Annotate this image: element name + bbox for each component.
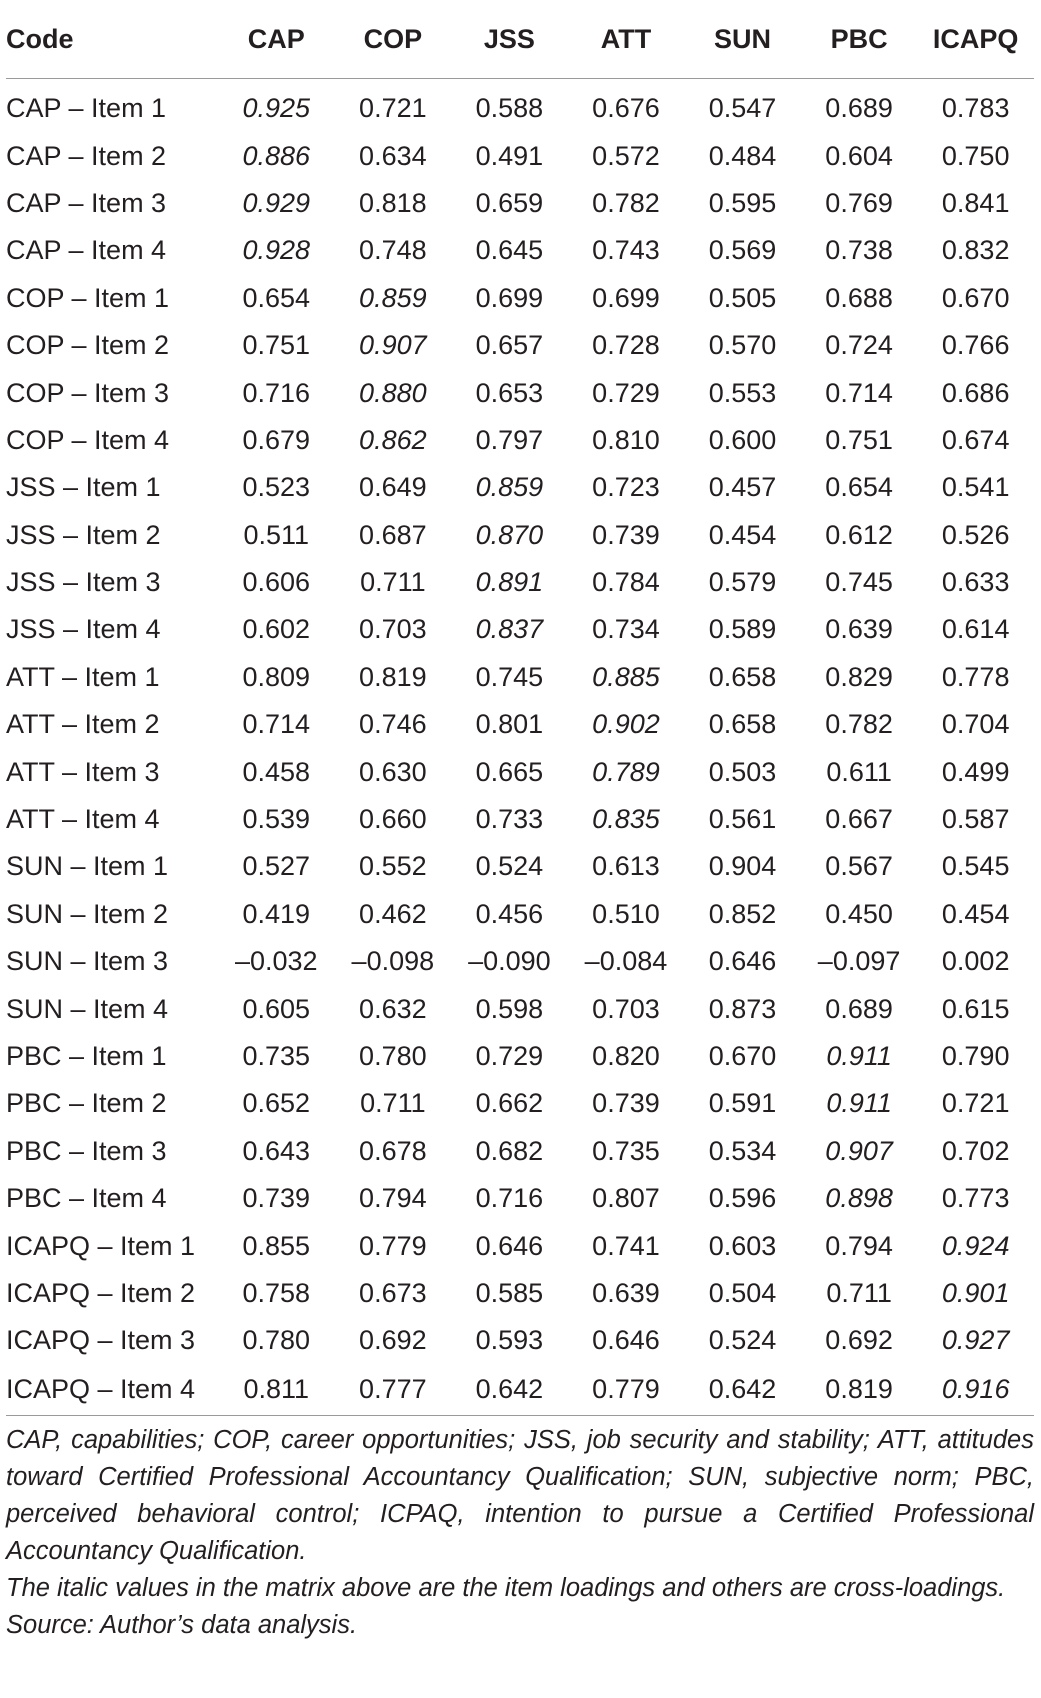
cross-loading-cell: 0.545 [941, 851, 1010, 882]
cross-loading-cell: 0.704 [941, 709, 1010, 740]
cross-loading-cell: 0.679 [242, 424, 311, 455]
cross-loading-cell: 0.676 [592, 93, 660, 124]
cross-loading-cell: 0.748 [359, 235, 427, 266]
cross-loading-cell: 0.595 [708, 187, 777, 218]
item-loading-cell: 0.859 [359, 282, 427, 313]
cross-loading-cell: 0.750 [941, 140, 1010, 171]
table-row [6, 1365, 1034, 1416]
row-code: SUN – Item 4 [6, 993, 169, 1024]
row-code: PBC – Item 3 [6, 1135, 167, 1166]
item-loading-cell: 0.907 [825, 1135, 893, 1166]
cross-loading-cell: 0.670 [708, 1041, 777, 1071]
table-row [6, 322, 1034, 369]
cross-loading-cell: 0.779 [359, 1230, 427, 1261]
cross-loading-cell: 0.523 [242, 472, 311, 503]
cross-loading-cell: 0.642 [684, 1365, 801, 1416]
table-row [6, 1033, 1034, 1080]
cross-loading-cell: 0.780 [242, 1325, 311, 1356]
cross-loading-cell: 0.450 [825, 898, 893, 929]
cross-loading-cell: 0.665 [475, 756, 544, 787]
cross-loading-cell: 0.829 [825, 661, 893, 692]
cross-loading-cell: 0.604 [825, 140, 893, 171]
item-loading-cell: 0.870 [475, 519, 544, 550]
cross-loading-cell: 0.714 [242, 709, 311, 740]
header-att: ATT [568, 0, 685, 79]
cross-loading-cell: 0.484 [708, 140, 777, 171]
cross-loading-cell: 0.745 [475, 661, 544, 692]
item-loading-cell: 0.902 [592, 709, 660, 740]
cross-loading-cell: 0.659 [475, 187, 544, 218]
item-loading-cell: 0.885 [592, 661, 660, 692]
cross-loading-cell: 0.778 [941, 661, 1010, 692]
cross-loading-cell: 0.689 [825, 993, 893, 1024]
cross-loading-cell: 0.735 [592, 1135, 660, 1166]
cross-loading-cell: 0.643 [242, 1135, 311, 1166]
cross-loading-cell: 0.658 [708, 661, 777, 692]
cross-loading-cell: 0.605 [242, 993, 311, 1024]
cross-loading-cell: 0.739 [592, 1088, 660, 1119]
cross-loading-cell: 0.569 [708, 235, 777, 266]
cross-loading-cell: 0.547 [708, 93, 777, 124]
cross-loading-cell: –0.084 [584, 946, 668, 977]
item-loading-cell: 0.907 [359, 330, 427, 361]
cross-loading-cell: 0.552 [359, 851, 427, 882]
cross-loading-cell: 0.751 [242, 330, 311, 361]
table-row [6, 1317, 1034, 1364]
footnote-source: Source: Author’s data analysis. [6, 1610, 358, 1639]
cross-loading-cell: 0.721 [941, 1088, 1010, 1119]
cross-loading-cell: 0.734 [592, 614, 660, 645]
cross-loading-cell: 0.587 [941, 804, 1010, 835]
cross-loading-cell: 0.735 [242, 1041, 311, 1071]
cross-loading-cell: –0.032 [234, 946, 318, 977]
table-row [6, 180, 1034, 227]
cross-loading-cell: 0.646 [592, 1325, 660, 1356]
header-jss: JSS [451, 0, 568, 79]
item-loading-cell: 0.886 [242, 140, 311, 171]
item-loading-cell: 0.837 [475, 614, 544, 645]
cross-loading-cell: 0.491 [475, 140, 544, 171]
row-code: CAP – Item 1 [6, 93, 167, 124]
table-row [6, 985, 1034, 1032]
cross-loading-cell: 0.766 [941, 330, 1010, 361]
header-pbc: PBC [801, 0, 918, 79]
cross-loading-cell: 0.457 [708, 472, 777, 503]
row-code: SUN – Item 3 [6, 946, 169, 977]
cross-loading-cell: 0.652 [242, 1088, 311, 1119]
cross-loading-cell: 0.688 [825, 282, 893, 313]
cross-loading-cell: 0.526 [941, 519, 1010, 550]
row-code: SUN – Item 2 [6, 898, 169, 929]
table-row [6, 417, 1034, 464]
cross-loading-cell: 0.614 [941, 614, 1010, 645]
cross-loading-cell: 0.499 [941, 756, 1010, 787]
cross-loading-cell: 0.589 [708, 614, 777, 645]
cross-loading-cell: 0.600 [708, 424, 777, 455]
cross-loading-cell: 0.419 [242, 898, 311, 929]
table-row [6, 1175, 1034, 1222]
cross-loading-cell: 0.820 [592, 1041, 660, 1071]
cross-loading-cell: 0.615 [941, 993, 1010, 1024]
table-row [6, 654, 1034, 701]
item-loading-cell: 0.891 [475, 567, 544, 598]
item-loading-cell: 0.911 [826, 1041, 892, 1071]
cross-loading-cell: 0.633 [941, 567, 1010, 598]
cross-loading-cell: 0.670 [941, 282, 1010, 313]
row-code: ICAPQ – Item 3 [6, 1325, 196, 1356]
table-row [6, 891, 1034, 938]
cross-loading-cell: 0.794 [359, 1183, 427, 1214]
cross-loading-cell: 0.738 [825, 235, 893, 266]
header-icapq: ICAPQ [917, 0, 1034, 79]
cross-loading-cell: 0.510 [592, 898, 660, 929]
cross-loading-cell: 0.724 [825, 330, 893, 361]
cross-loading-cell: 0.739 [592, 519, 660, 550]
row-code: CAP – Item 2 [6, 140, 167, 171]
cross-loading-cell: 0.598 [475, 993, 544, 1024]
cross-loading-cell: 0.596 [708, 1183, 777, 1214]
cross-loading-cell: 0.667 [825, 804, 893, 835]
cross-loading-cell: 0.779 [568, 1365, 685, 1416]
item-loading-cell: 0.862 [359, 424, 427, 455]
table-row [6, 1080, 1034, 1127]
cross-loading-cell: 0.780 [359, 1041, 427, 1071]
cross-loading-cell: 0.654 [242, 282, 311, 313]
item-loading-cell: 0.924 [941, 1230, 1010, 1261]
cross-loading-cell: 0.723 [592, 472, 660, 503]
cross-loading-cell: 0.553 [708, 377, 777, 408]
item-loading-cell: 0.898 [825, 1183, 893, 1214]
row-code: JSS – Item 2 [6, 519, 161, 550]
row-code: PBC – Item 1 [6, 1041, 167, 1071]
table-row [6, 275, 1034, 322]
cross-loading-cell: 0.653 [475, 377, 544, 408]
cross-loading-cell: 0.751 [825, 424, 893, 455]
cross-loading-cell: 0.818 [359, 187, 427, 218]
cross-loading-cell: 0.711 [826, 1277, 892, 1308]
cross-loading-cell: 0.686 [941, 377, 1010, 408]
table-footnotes [6, 1422, 1034, 1644]
cross-loading-cell: 0.504 [708, 1277, 777, 1308]
cross-loading-cell: 0.702 [941, 1135, 1010, 1166]
cross-loading-cell: 0.567 [825, 851, 893, 882]
row-code: COP – Item 3 [6, 377, 170, 408]
table-row [6, 464, 1034, 511]
item-loading-cell: 0.911 [826, 1088, 892, 1119]
header-row [6, 0, 1034, 79]
table-row [6, 938, 1034, 985]
cross-loading-cell: 0.794 [825, 1230, 893, 1261]
table-row [6, 796, 1034, 843]
cross-loading-cell: 0.657 [475, 330, 544, 361]
table-row [6, 227, 1034, 274]
cross-loading-cell: 0.462 [359, 898, 427, 929]
cross-loading-cell: 0.692 [825, 1325, 893, 1356]
table-row [6, 701, 1034, 748]
cross-loading-cell: 0.790 [941, 1041, 1010, 1071]
cross-loading-cell: 0.721 [359, 93, 427, 124]
cross-loading-cell: 0.002 [941, 946, 1010, 977]
table-row [6, 369, 1034, 416]
cross-loading-cell: 0.782 [825, 709, 893, 740]
cross-loading-cell: 0.561 [708, 804, 777, 835]
row-code: ICAPQ – Item 4 [6, 1365, 218, 1416]
cross-loading-cell: 0.673 [359, 1277, 427, 1308]
cross-loading-cell: 0.632 [359, 993, 427, 1024]
cross-loading-cell: 0.711 [360, 567, 426, 598]
row-code: PBC – Item 4 [6, 1183, 167, 1214]
row-code: JSS – Item 1 [6, 472, 161, 503]
cross-loading-cell: 0.611 [826, 756, 892, 787]
cross-loading-cell: 0.612 [825, 519, 893, 550]
item-loading-cell: 0.835 [592, 804, 660, 835]
cross-loading-cell: 0.716 [242, 377, 311, 408]
cross-loading-cell: 0.570 [708, 330, 777, 361]
cross-loading-cell: 0.642 [451, 1365, 568, 1416]
header-cop: COP [335, 0, 452, 79]
cross-loading-cell: 0.505 [708, 282, 777, 313]
table-body [6, 79, 1034, 1416]
cross-loading-cell: 0.699 [592, 282, 660, 313]
cross-loading-cell: 0.639 [825, 614, 893, 645]
footnote-italic-note: The italic values in the matrix above are the item loadings and others are cross-loadings. [6, 1573, 1006, 1602]
cross-loading-cell: 0.662 [475, 1088, 544, 1119]
cross-loading-cell: 0.769 [825, 187, 893, 218]
cross-loading-cell: 0.819 [801, 1365, 918, 1416]
table-row [6, 512, 1034, 559]
cross-loadings-table [6, 0, 1034, 1416]
header-code: Code [6, 0, 218, 79]
table-row [6, 1222, 1034, 1269]
cross-loading-cell: 0.603 [708, 1230, 777, 1261]
cross-loading-cell: 0.630 [359, 756, 427, 787]
cross-loading-cell: 0.758 [242, 1277, 311, 1308]
row-code: COP – Item 1 [6, 282, 170, 313]
cross-loading-cell: 0.852 [708, 898, 777, 929]
item-loading-cell: 0.916 [917, 1365, 1034, 1416]
row-code: CAP – Item 3 [6, 187, 167, 218]
cross-loading-cell: 0.579 [708, 567, 777, 598]
cross-loading-cell: 0.728 [592, 330, 660, 361]
cross-loading-cell: 0.649 [359, 472, 427, 503]
row-code: JSS – Item 3 [6, 567, 161, 598]
cross-loading-cell: 0.593 [475, 1325, 544, 1356]
item-loading-cell: 0.789 [592, 756, 660, 787]
cross-loading-cell: 0.572 [592, 140, 660, 171]
cross-loading-cell: 0.729 [592, 377, 660, 408]
table-row [6, 1128, 1034, 1175]
cross-loading-cell: 0.541 [941, 472, 1010, 503]
cross-loading-cell: 0.645 [475, 235, 544, 266]
cross-loading-cell: 0.739 [242, 1183, 311, 1214]
row-code: ATT – Item 2 [6, 709, 160, 740]
table-row [6, 843, 1034, 890]
row-code: ICAPQ – Item 1 [6, 1230, 196, 1261]
table-row [6, 132, 1034, 179]
cross-loading-cell: –0.098 [351, 946, 435, 977]
cross-loading-cell: 0.703 [359, 614, 427, 645]
cross-loading-cell: 0.687 [359, 519, 427, 550]
cross-loading-cell: 0.539 [242, 804, 311, 835]
row-code: PBC – Item 2 [6, 1088, 167, 1119]
cross-loading-cell: 0.904 [708, 851, 777, 882]
cross-loading-cell: 0.855 [242, 1230, 311, 1261]
cross-loading-cell: 0.503 [708, 756, 777, 787]
item-loading-cell: 0.880 [359, 377, 427, 408]
cross-loading-cell: 0.591 [708, 1088, 777, 1119]
header-sun: SUN [684, 0, 801, 79]
cross-loading-cell: 0.716 [475, 1183, 544, 1214]
item-loading-cell: 0.927 [941, 1325, 1010, 1356]
cross-loading-cell: 0.527 [242, 851, 311, 882]
cross-loading-cell: 0.524 [708, 1325, 777, 1356]
cross-loading-cell: –0.090 [468, 946, 551, 977]
cross-loading-cell: 0.810 [592, 424, 660, 455]
cross-loading-cell: 0.841 [941, 187, 1010, 218]
cross-loading-cell: 0.534 [708, 1135, 777, 1166]
cross-loading-cell: 0.588 [475, 93, 544, 124]
cross-loading-cell: 0.639 [592, 1277, 660, 1308]
cross-loading-cell: 0.458 [242, 756, 311, 787]
item-loading-cell: 0.859 [475, 472, 544, 503]
cross-loading-cell: 0.454 [708, 519, 777, 550]
cross-loading-cell: 0.797 [475, 424, 544, 455]
cross-loading-cell: 0.714 [825, 377, 893, 408]
item-loading-cell: 0.901 [941, 1277, 1010, 1308]
cross-loading-cell: 0.674 [941, 424, 1010, 455]
cross-loading-cell: 0.809 [242, 661, 311, 692]
cross-loading-cell: 0.782 [592, 187, 660, 218]
table-row [6, 79, 1034, 133]
cross-loading-cell: 0.602 [242, 614, 311, 645]
row-code: ATT – Item 1 [6, 661, 160, 692]
cross-loading-cell: 0.646 [708, 946, 777, 977]
cross-loading-cell: 0.784 [592, 567, 660, 598]
cross-loading-cell: 0.454 [941, 898, 1010, 929]
cross-loading-cell: 0.811 [218, 1365, 335, 1416]
row-code: CAP – Item 4 [6, 235, 167, 266]
item-loading-cell: 0.929 [242, 187, 311, 218]
row-code: ATT – Item 4 [6, 804, 160, 835]
cross-loading-cell: 0.524 [475, 851, 544, 882]
footnote-abbreviations: CAP, capabilities; COP, career opportunities; JSS, job security and stability; ATT, attitudes toward Certified Professional Accountancy Qualification; SUN, subjective norm; PBC, perceived behavioral control; ICPAQ, intention to pursue a Certified Professional Accountancy Qualification. [6, 1425, 1034, 1565]
row-code: ICAPQ – Item 2 [6, 1277, 196, 1308]
cross-loading-cell: 0.746 [359, 709, 427, 740]
cross-loading-cell: 0.654 [825, 472, 893, 503]
cross-loading-cell: 0.729 [475, 1041, 544, 1071]
table-row [6, 748, 1034, 795]
cross-loading-cell: 0.741 [592, 1230, 660, 1261]
cross-loading-cell: 0.777 [335, 1365, 452, 1416]
cross-loading-cell: 0.773 [941, 1183, 1010, 1214]
cross-loading-cell: 0.692 [359, 1325, 427, 1356]
cross-loading-cell: 0.699 [475, 282, 544, 313]
row-code: COP – Item 4 [6, 424, 170, 455]
table-row [6, 606, 1034, 653]
cross-loading-cell: 0.511 [243, 519, 310, 550]
cross-loading-cell: 0.646 [475, 1230, 544, 1261]
cross-loading-cell: 0.832 [941, 235, 1010, 266]
cross-loading-cell: 0.689 [825, 93, 893, 124]
cross-loading-cell: 0.745 [825, 567, 893, 598]
cross-loading-cell: 0.733 [475, 804, 544, 835]
cross-loading-cell: 0.807 [592, 1183, 660, 1214]
cross-loading-cell: 0.660 [359, 804, 427, 835]
cross-loading-cell: 0.658 [708, 709, 777, 740]
cross-loading-cell: 0.703 [592, 993, 660, 1024]
item-loading-cell: 0.928 [242, 235, 311, 266]
cross-loading-cell: –0.097 [817, 946, 901, 977]
row-code: JSS – Item 4 [6, 614, 161, 645]
cross-loading-cell: 0.743 [592, 235, 660, 266]
row-code: ATT – Item 3 [6, 756, 160, 787]
cross-loading-cell: 0.613 [592, 851, 660, 882]
cross-loading-cell: 0.606 [242, 567, 311, 598]
cross-loading-cell: 0.819 [359, 661, 427, 692]
header-cap: CAP [218, 0, 335, 79]
cross-loading-cell: 0.711 [360, 1088, 426, 1119]
item-loading-cell: 0.925 [242, 93, 311, 124]
table-row [6, 559, 1034, 606]
cross-loading-cell: 0.678 [359, 1135, 427, 1166]
cross-loading-cell: 0.682 [475, 1135, 544, 1166]
cross-loading-cell: 0.873 [708, 993, 777, 1024]
cross-loading-cell: 0.585 [475, 1277, 544, 1308]
cross-loading-cell: 0.456 [475, 898, 544, 929]
cross-loading-cell: 0.783 [941, 93, 1010, 124]
table-header [6, 0, 1034, 79]
row-code: COP – Item 2 [6, 330, 170, 361]
cross-loading-cell: 0.801 [475, 709, 544, 740]
table-row [6, 1270, 1034, 1317]
cross-loading-cell: 0.634 [359, 140, 427, 171]
row-code: SUN – Item 1 [6, 851, 169, 882]
